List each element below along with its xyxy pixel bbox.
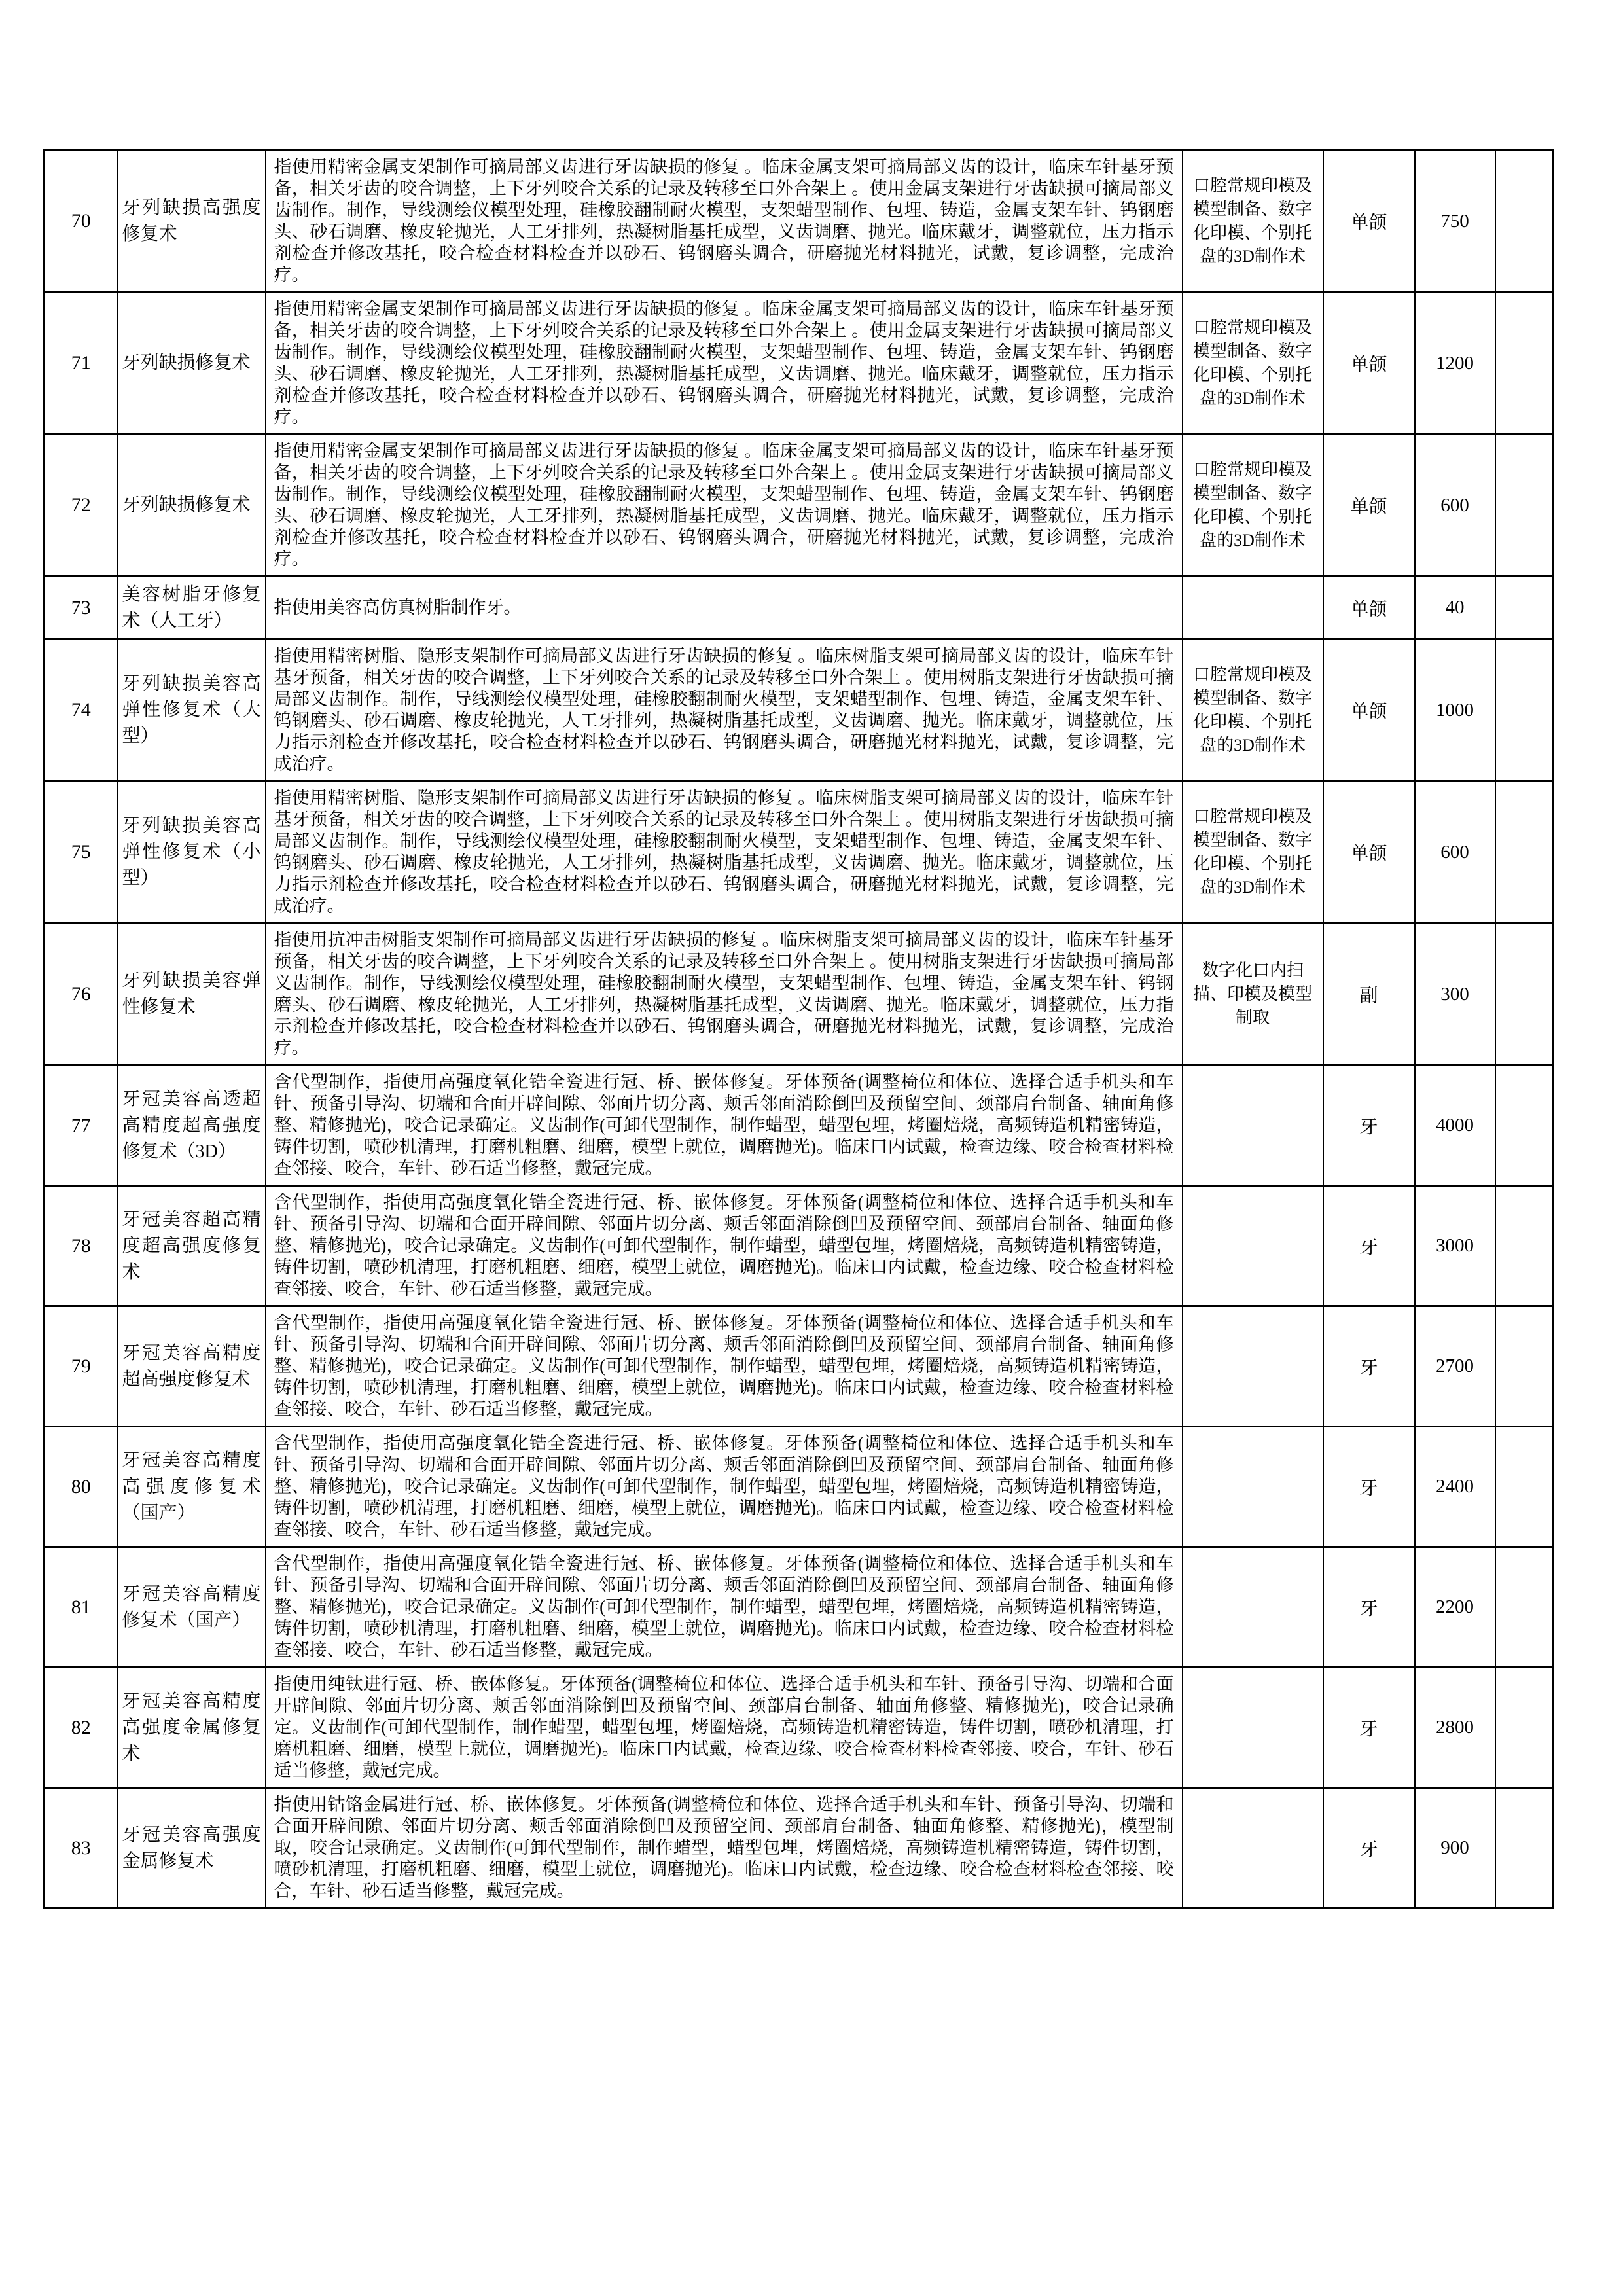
remark-cell [1495, 1186, 1554, 1306]
remark-cell [1495, 639, 1554, 781]
service-name-cell: 牙冠美容高精度高强度修复术（国产） [118, 1427, 266, 1547]
price-cell: 4000 [1415, 1066, 1495, 1186]
service-description-cell: 指使用钴铬金属进行冠、桥、嵌体修复。牙体预备(调整椅位和体位、选择合适手机头和车针、预备引导沟、切端和合面开辟间隙、邻面片切分离、颊舌邻面消除倒凹及预留空间、颈部肩台制备、轴面角修整、精修抛光)，模型制取，咬合记录确定。义齿制作(可卸代型制作，制作蜡型，蜡型包埋，烤圈焙烧，高频铸造机精密铸造，铸件切割，喷砂机清理，打磨机粗磨、细磨，模型上就位，调磨抛光)。临床口内试戴，检查边缘、咬合检查材料检查邻接、咬合，车针、砂石适当修整，戴冠完成。 [266, 1788, 1183, 1909]
row-number-cell: 79 [45, 1306, 118, 1427]
service-description-cell: 含代型制作，指使用高强度氧化锆全瓷进行冠、桥、嵌体修复。牙体预备(调整椅位和体位、选择合适手机头和车针、预备引导沟、切端和合面开辟间隙、邻面片切分离、颊舌邻面消除倒凹及预留空间、颈部肩台制备、轴面角修整、精修抛光)，咬合记录确定。义齿制作(可卸代型制作，制作蜡型，蜡型包埋，烤圈焙烧，高频铸造机精密铸造，铸件切割，喷砂机清理，打磨机粗磨、细磨，模型上就位，调磨抛光)。临床口内试戴，检查边缘、咬合检查材料检查邻接、咬合，车针、砂石适当修整，戴冠完成。 [266, 1547, 1183, 1668]
price-cell: 2400 [1415, 1427, 1495, 1547]
related-service-cell [1183, 1427, 1323, 1547]
service-name-cell: 美容树脂牙修复术（人工牙） [118, 577, 266, 639]
related-service-cell: 口腔常规印模及模型制备、数字化印模、个别托盘的3D制作术 [1183, 639, 1323, 781]
row-number-cell: 71 [45, 293, 118, 435]
table-row [45, 781, 1554, 924]
table-row [45, 293, 1554, 435]
table-row [45, 1427, 1554, 1547]
table-row [45, 1306, 1554, 1427]
unit-cell: 单颌 [1323, 435, 1415, 577]
table-row [45, 639, 1554, 781]
table-row [45, 1668, 1554, 1788]
service-description-cell: 含代型制作，指使用高强度氧化锆全瓷进行冠、桥、嵌体修复。牙体预备(调整椅位和体位、选择合适手机头和车针、预备引导沟、切端和合面开辟间隙、邻面片切分离、颊舌邻面消除倒凹及预留空间、颈部肩台制备、轴面角修整、精修抛光)，咬合记录确定。义齿制作(可卸代型制作，制作蜡型，蜡型包埋，烤圈焙烧，高频铸造机精密铸造，铸件切割，喷砂机清理，打磨机粗磨、细磨，模型上就位，调磨抛光)。临床口内试戴，检查边缘、咬合检查材料检查邻接、咬合，车针、砂石适当修整，戴冠完成。 [266, 1306, 1183, 1427]
unit-cell: 单颌 [1323, 639, 1415, 781]
table-row [45, 1066, 1554, 1186]
row-number-cell: 76 [45, 924, 118, 1066]
unit-cell: 单颌 [1323, 577, 1415, 639]
remark-cell [1495, 577, 1554, 639]
price-cell: 2800 [1415, 1668, 1495, 1788]
service-description-cell: 指使用精密树脂、隐形支架制作可摘局部义齿进行牙齿缺损的修复 。临床树脂支架可摘局部义齿的设计，临床车针基牙预备，相关牙齿的咬合调整，上下牙列咬合关系的记录及转移至口外合架上 。使用树脂支架进行牙齿缺损可摘局部义齿制作。制作，导线测绘仪模型处理，硅橡胶翻制耐火模型，支架蜡型制作、包埋、铸造，金属支架车针、钨钢磨头、砂石调磨、橡皮轮抛光，人工牙排列，热凝树脂基托成型，义齿调磨、抛光。临床戴牙，调整就位，压力指示剂检查并修改基托，咬合检查材料检查并以砂石、钨钢磨头调合，研磨抛光材料抛光，试戴，复诊调整，完成治疗。 [266, 781, 1183, 924]
price-cell: 900 [1415, 1788, 1495, 1909]
remark-cell [1495, 1788, 1554, 1909]
remark-cell [1495, 781, 1554, 924]
related-service-cell: 口腔常规印模及模型制备、数字化印模、个别托盘的3D制作术 [1183, 293, 1323, 435]
service-name-cell: 牙列缺损美容高弹性修复术（小型） [118, 781, 266, 924]
service-name-cell: 牙冠美容高透超高精度超高强度修复术（3D） [118, 1066, 266, 1186]
related-service-cell [1183, 577, 1323, 639]
related-service-cell: 数字化口内扫描、印模及模型制取 [1183, 924, 1323, 1066]
row-number-cell: 82 [45, 1668, 118, 1788]
remark-cell [1495, 1427, 1554, 1547]
service-name-cell: 牙列缺损修复术 [118, 435, 266, 577]
table-row [45, 577, 1554, 639]
price-cell: 3000 [1415, 1186, 1495, 1306]
price-cell: 300 [1415, 924, 1495, 1066]
related-service-cell: 口腔常规印模及模型制备、数字化印模、个别托盘的3D制作术 [1183, 435, 1323, 577]
table-row [45, 151, 1554, 293]
service-description-cell: 指使用精密金属支架制作可摘局部义齿进行牙齿缺损的修复 。临床金属支架可摘局部义齿的设计，临床车针基牙预备，相关牙齿的咬合调整，上下牙列咬合关系的记录及转移至口外合架上 。使用金属支架进行牙齿缺损可摘局部义齿制作。制作，导线测绘仪模型处理，硅橡胶翻制耐火模型，支架蜡型制作、包埋、铸造，金属支架车针、钨钢磨头、砂石调磨、橡皮轮抛光，人工牙排列，热凝树脂基托成型，义齿调磨、抛光。临床戴牙，调整就位，压力指示剂检查并修改基托，咬合检查材料检查并以砂石、钨钢磨头调合，研磨抛光材料抛光，试戴，复诊调整，完成治疗。 [266, 151, 1183, 293]
related-service-cell [1183, 1066, 1323, 1186]
price-cell: 2700 [1415, 1306, 1495, 1427]
related-service-cell [1183, 1668, 1323, 1788]
service-name-cell: 牙列缺损高强度修复术 [118, 151, 266, 293]
related-service-cell [1183, 1547, 1323, 1668]
table-row [45, 1186, 1554, 1306]
price-cell: 40 [1415, 577, 1495, 639]
unit-cell: 牙 [1323, 1066, 1415, 1186]
price-cell: 600 [1415, 781, 1495, 924]
price-table [43, 149, 1554, 1909]
unit-cell: 牙 [1323, 1547, 1415, 1668]
remark-cell [1495, 1066, 1554, 1186]
unit-cell: 单颌 [1323, 151, 1415, 293]
row-number-cell: 75 [45, 781, 118, 924]
related-service-cell [1183, 1186, 1323, 1306]
service-description-cell: 指使用精密金属支架制作可摘局部义齿进行牙齿缺损的修复 。临床金属支架可摘局部义齿的设计，临床车针基牙预备，相关牙齿的咬合调整，上下牙列咬合关系的记录及转移至口外合架上 。使用金属支架进行牙齿缺损可摘局部义齿制作。制作，导线测绘仪模型处理，硅橡胶翻制耐火模型，支架蜡型制作、包埋、铸造，金属支架车针、钨钢磨头、砂石调磨、橡皮轮抛光，人工牙排列，热凝树脂基托成型，义齿调磨、抛光。临床戴牙，调整就位，压力指示剂检查并修改基托，咬合检查材料检查并以砂石、钨钢磨头调合，研磨抛光材料抛光，试戴，复诊调整，完成治疗。 [266, 435, 1183, 577]
unit-cell: 牙 [1323, 1788, 1415, 1909]
remark-cell [1495, 924, 1554, 1066]
remark-cell [1495, 1668, 1554, 1788]
table-row [45, 924, 1554, 1066]
service-description-cell: 指使用精密金属支架制作可摘局部义齿进行牙齿缺损的修复 。临床金属支架可摘局部义齿的设计，临床车针基牙预备，相关牙齿的咬合调整，上下牙列咬合关系的记录及转移至口外合架上 。使用金属支架进行牙齿缺损可摘局部义齿制作。制作，导线测绘仪模型处理，硅橡胶翻制耐火模型，支架蜡型制作、包埋、铸造，金属支架车针、钨钢磨头、砂石调磨、橡皮轮抛光，人工牙排列，热凝树脂基托成型，义齿调磨、抛光。临床戴牙，调整就位，压力指示剂检查并修改基托，咬合检查材料检查并以砂石、钨钢磨头调合，研磨抛光材料抛光，试戴，复诊调整，完成治疗。 [266, 293, 1183, 435]
price-cell: 600 [1415, 435, 1495, 577]
service-name-cell: 牙冠美容高精度高强度金属修复术 [118, 1668, 266, 1788]
remark-cell [1495, 1306, 1554, 1427]
table-row [45, 1547, 1554, 1668]
service-name-cell: 牙列缺损美容高弹性修复术（大型） [118, 639, 266, 781]
related-service-cell: 口腔常规印模及模型制备、数字化印模、个别托盘的3D制作术 [1183, 781, 1323, 924]
service-description-cell: 指使用纯钛进行冠、桥、嵌体修复。牙体预备(调整椅位和体位、选择合适手机头和车针、预备引导沟、切端和合面开辟间隙、邻面片切分离、颊舌邻面消除倒凹及预留空间、颈部肩台制备、轴面角修整、精修抛光)，咬合记录确定。义齿制作(可卸代型制作，制作蜡型，蜡型包埋，烤圈焙烧，高频铸造机精密铸造，铸件切割，喷砂机清理，打磨机粗磨、细磨，模型上就位，调磨抛光)。临床口内试戴，检查边缘、咬合检查材料检查邻接、咬合，车针、砂石适当修整，戴冠完成。 [266, 1668, 1183, 1788]
service-name-cell: 牙冠美容高精度超高强度修复术 [118, 1306, 266, 1427]
row-number-cell: 83 [45, 1788, 118, 1909]
remark-cell [1495, 151, 1554, 293]
service-description-cell: 含代型制作，指使用高强度氧化锆全瓷进行冠、桥、嵌体修复。牙体预备(调整椅位和体位、选择合适手机头和车针、预备引导沟、切端和合面开辟间隙、邻面片切分离、颊舌邻面消除倒凹及预留空间、颈部肩台制备、轴面角修整、精修抛光)，咬合记录确定。义齿制作(可卸代型制作，制作蜡型，蜡型包埋，烤圈焙烧，高频铸造机精密铸造，铸件切割，喷砂机清理，打磨机粗磨、细磨，模型上就位，调磨抛光)。临床口内试戴，检查边缘、咬合检查材料检查邻接、咬合，车针、砂石适当修整，戴冠完成。 [266, 1186, 1183, 1306]
unit-cell: 单颌 [1323, 781, 1415, 924]
row-number-cell: 81 [45, 1547, 118, 1668]
related-service-cell: 口腔常规印模及模型制备、数字化印模、个别托盘的3D制作术 [1183, 151, 1323, 293]
row-number-cell: 74 [45, 639, 118, 781]
related-service-cell [1183, 1788, 1323, 1909]
related-service-cell [1183, 1306, 1323, 1427]
service-name-cell: 牙冠美容高强度金属修复术 [118, 1788, 266, 1909]
service-description-cell: 指使用美容高仿真树脂制作牙。 [266, 577, 1183, 639]
unit-cell: 牙 [1323, 1427, 1415, 1547]
row-number-cell: 72 [45, 435, 118, 577]
price-cell: 1200 [1415, 293, 1495, 435]
remark-cell [1495, 435, 1554, 577]
remark-cell [1495, 1547, 1554, 1668]
service-name-cell: 牙冠美容高精度修复术（国产） [118, 1547, 266, 1668]
remark-cell [1495, 293, 1554, 435]
unit-cell: 单颌 [1323, 293, 1415, 435]
row-number-cell: 78 [45, 1186, 118, 1306]
service-name-cell: 牙列缺损修复术 [118, 293, 266, 435]
service-description-cell: 指使用抗冲击树脂支架制作可摘局部义齿进行牙齿缺损的修复 。临床树脂支架可摘局部义齿的设计，临床车针基牙预备，相关牙齿的咬合调整，上下牙列咬合关系的记录及转移至口外合架上 。使用树脂支架进行牙齿缺损可摘局部义齿制作。制作，导线测绘仪模型处理，硅橡胶翻制耐火模型，支架蜡型制作、包埋、铸造，金属支架车针、钨钢磨头、砂石调磨、橡皮轮抛光，人工牙排列，热凝树脂基托成型，义齿调磨、抛光。临床戴牙，调整就位，压力指示剂检查并修改基托，咬合检查材料检查并以砂石、钨钢磨头调合，研磨抛光材料抛光，试戴，复诊调整，完成治疗。 [266, 924, 1183, 1066]
row-number-cell: 70 [45, 151, 118, 293]
service-name-cell: 牙冠美容超高精度超高强度修复术 [118, 1186, 266, 1306]
unit-cell: 牙 [1323, 1668, 1415, 1788]
unit-cell: 副 [1323, 924, 1415, 1066]
unit-cell: 牙 [1323, 1186, 1415, 1306]
service-description-cell: 含代型制作，指使用高强度氧化锆全瓷进行冠、桥、嵌体修复。牙体预备(调整椅位和体位、选择合适手机头和车针、预备引导沟、切端和合面开辟间隙、邻面片切分离、颊舌邻面消除倒凹及预留空间、颈部肩台制备、轴面角修整、精修抛光)，咬合记录确定。义齿制作(可卸代型制作，制作蜡型，蜡型包埋，烤圈焙烧，高频铸造机精密铸造，铸件切割，喷砂机清理，打磨机粗磨、细磨，模型上就位，调磨抛光)。临床口内试戴，检查边缘、咬合检查材料检查邻接、咬合，车针、砂石适当修整，戴冠完成。 [266, 1066, 1183, 1186]
service-description-cell: 含代型制作，指使用高强度氧化锆全瓷进行冠、桥、嵌体修复。牙体预备(调整椅位和体位、选择合适手机头和车针、预备引导沟、切端和合面开辟间隙、邻面片切分离、颊舌邻面消除倒凹及预留空间、颈部肩台制备、轴面角修整、精修抛光)，咬合记录确定。义齿制作(可卸代型制作，制作蜡型，蜡型包埋，烤圈焙烧，高频铸造机精密铸造，铸件切割，喷砂机清理，打磨机粗磨、细磨，模型上就位，调磨抛光)。临床口内试戴，检查边缘、咬合检查材料检查邻接、咬合，车针、砂石适当修整，戴冠完成。 [266, 1427, 1183, 1547]
service-description-cell: 指使用精密树脂、隐形支架制作可摘局部义齿进行牙齿缺损的修复 。临床树脂支架可摘局部义齿的设计，临床车针基牙预备，相关牙齿的咬合调整，上下牙列咬合关系的记录及转移至口外合架上 。使用树脂支架进行牙齿缺损可摘局部义齿制作。制作，导线测绘仪模型处理，硅橡胶翻制耐火模型，支架蜡型制作、包埋、铸造，金属支架车针、钨钢磨头、砂石调磨、橡皮轮抛光，人工牙排列，热凝树脂基托成型，义齿调磨、抛光。临床戴牙，调整就位，压力指示剂检查并修改基托，咬合检查材料检查并以砂石、钨钢磨头调合，研磨抛光材料抛光，试戴，复诊调整，完成治疗。 [266, 639, 1183, 781]
unit-cell: 牙 [1323, 1306, 1415, 1427]
price-cell: 2200 [1415, 1547, 1495, 1668]
price-cell: 750 [1415, 151, 1495, 293]
row-number-cell: 80 [45, 1427, 118, 1547]
table-row [45, 435, 1554, 577]
row-number-cell: 73 [45, 577, 118, 639]
service-name-cell: 牙列缺损美容弹性修复术 [118, 924, 266, 1066]
table-row [45, 1788, 1554, 1909]
price-cell: 1000 [1415, 639, 1495, 781]
row-number-cell: 77 [45, 1066, 118, 1186]
